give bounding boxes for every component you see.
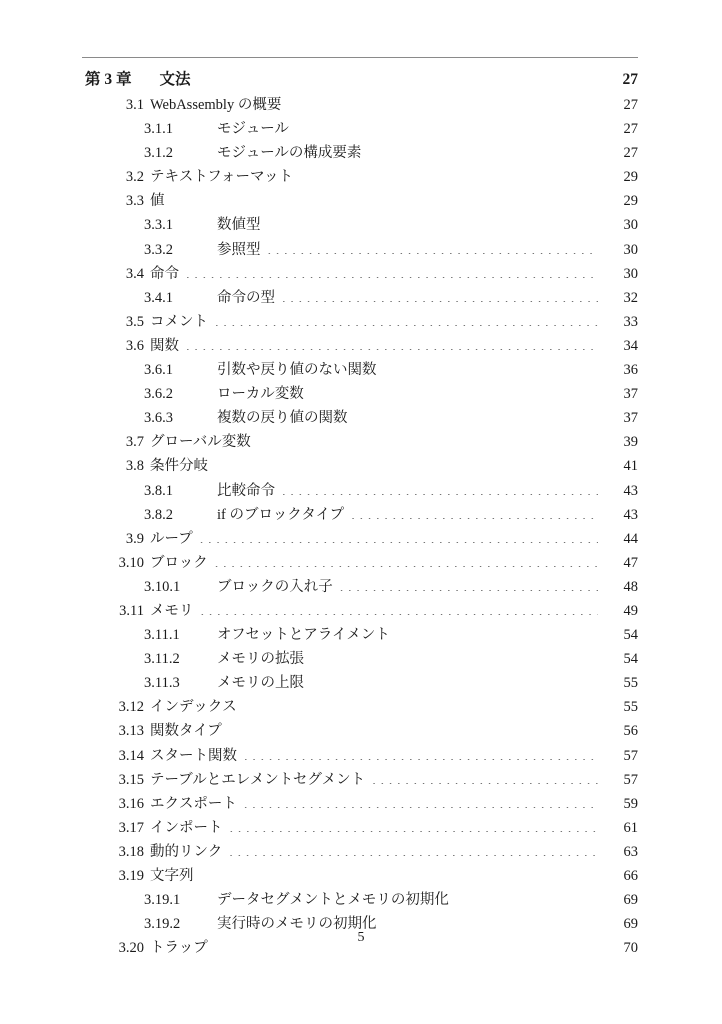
entry-title: インポート xyxy=(150,819,223,836)
toc-entry-3-13[interactable] xyxy=(82,719,638,743)
entry-number: 3.19.2 xyxy=(144,916,181,933)
toc-entry-3-6-3[interactable] xyxy=(82,406,638,430)
toc-entry-3-14[interactable] xyxy=(82,744,638,768)
dot-leader xyxy=(244,697,598,712)
dot-leader xyxy=(384,360,599,375)
entry-page-number: 27 xyxy=(623,145,638,162)
entry-page-number: 34 xyxy=(623,337,638,354)
entry-page-number: 69 xyxy=(623,916,638,933)
entry-title: テキストフォーマット xyxy=(150,169,293,186)
toc-entry-3-2[interactable] xyxy=(82,165,638,189)
entry-title: 文字列 xyxy=(150,868,194,884)
toc-entry-3-9[interactable] xyxy=(82,527,638,551)
entry-title: 動的リンク xyxy=(150,843,223,860)
toc-entry-3-10-1[interactable] xyxy=(82,575,638,599)
toc-entry-3-1-2[interactable] xyxy=(82,141,638,165)
entry-number: 3.9 xyxy=(125,530,144,547)
entry-number: 3.16 xyxy=(118,795,144,812)
entry-page-number: 33 xyxy=(623,313,638,330)
dot-leader xyxy=(355,408,599,423)
entry-page-number: 47 xyxy=(623,554,638,571)
entry-title: WebAssembly の概要 xyxy=(150,97,282,113)
entry-title: 参照型 xyxy=(217,241,261,258)
entry-number: 3.7 xyxy=(125,434,144,451)
entry-title: スタート関数 xyxy=(150,747,237,764)
entry-number: 3.13 xyxy=(118,723,144,740)
dot-leader xyxy=(282,480,598,495)
entry-title: 関数タイプ xyxy=(150,723,222,740)
dot-leader xyxy=(198,69,598,85)
entry-page-number: 37 xyxy=(623,386,638,403)
toc-entry-3-6-2[interactable] xyxy=(82,382,638,406)
entry-title: 関数 xyxy=(150,337,179,354)
entry-number: 3.11 xyxy=(119,602,144,619)
dot-leader xyxy=(282,287,598,302)
toc-entry-3-10[interactable] xyxy=(82,551,638,575)
dot-leader xyxy=(368,143,598,158)
entry-number: 3.3.2 xyxy=(144,241,173,258)
entry-page-number: 63 xyxy=(623,843,638,860)
entry-number: 3.11.1 xyxy=(144,627,180,644)
toc-chapter-row[interactable] xyxy=(82,66,638,93)
dot-leader xyxy=(215,311,598,326)
toc-entry-3-17[interactable] xyxy=(82,816,638,840)
entry-number: 3.1.2 xyxy=(144,145,173,162)
toc-entry-3-4-1[interactable] xyxy=(82,286,638,310)
entry-page-number: 44 xyxy=(623,530,638,547)
dot-leader xyxy=(258,432,598,447)
entry-page-number: 36 xyxy=(623,362,638,379)
dot-leader xyxy=(186,263,598,278)
entry-title: 数値型 xyxy=(217,217,261,234)
entry-number: 3.8.2 xyxy=(144,506,173,523)
toc-entry-3-19[interactable] xyxy=(82,864,638,888)
entry-number: 3.17 xyxy=(118,819,144,836)
entry-page-number: 27 xyxy=(623,97,638,113)
dot-leader xyxy=(397,625,598,640)
entry-number: 3.18 xyxy=(118,843,144,860)
entry-title: 比較命令 xyxy=(217,482,275,499)
toc-entry-list xyxy=(82,93,638,960)
toc-entry-3-15[interactable] xyxy=(82,768,638,792)
entry-title: 命令の型 xyxy=(217,289,275,306)
toc-entry-3-4[interactable] xyxy=(82,262,638,286)
dot-leader xyxy=(456,890,598,905)
entry-number: 3.2 xyxy=(125,169,144,186)
entry-page-number: 43 xyxy=(623,506,638,523)
entry-number: 3.19 xyxy=(118,868,144,884)
entry-page-number: 30 xyxy=(623,217,638,234)
entry-number: 3.11.2 xyxy=(144,651,180,668)
toc-entry-3-8[interactable] xyxy=(82,454,638,478)
entry-title: モジュール xyxy=(217,121,289,138)
entry-title: 条件分岐 xyxy=(150,458,208,475)
entry-number: 3.4.1 xyxy=(144,289,173,306)
entry-number: 3.3 xyxy=(125,193,144,210)
entry-number: 3.20 xyxy=(118,940,144,957)
dot-leader xyxy=(300,167,598,182)
dot-leader xyxy=(215,552,598,567)
entry-page-number: 56 xyxy=(623,723,638,740)
toc-entry-3-8-1[interactable] xyxy=(82,479,638,503)
entry-number: 3.3.1 xyxy=(144,217,173,234)
toc-entry-3-11-2[interactable] xyxy=(82,647,638,671)
entry-page-number: 70 xyxy=(623,940,638,957)
entry-number: 3.10.1 xyxy=(144,578,181,595)
dot-leader xyxy=(311,673,598,688)
entry-title: メモリの拡張 xyxy=(217,651,304,668)
entry-title: コメント xyxy=(150,313,208,330)
entry-title: if のブロックタイプ xyxy=(217,506,345,523)
entry-page-number: 27 xyxy=(623,121,638,138)
dot-leader xyxy=(268,215,599,230)
entry-page-number: 39 xyxy=(623,434,638,451)
toc-entry-3-12[interactable] xyxy=(82,695,638,719)
entry-number: 3.12 xyxy=(118,699,144,716)
entry-page-number: 61 xyxy=(623,819,638,836)
dot-leader xyxy=(311,649,598,664)
entry-page-number: 48 xyxy=(623,578,638,595)
toc-entry-3-11-3[interactable] xyxy=(82,671,638,695)
entry-number: 3.6.1 xyxy=(144,362,173,379)
entry-page-number: 43 xyxy=(623,482,638,499)
entry-title: ブロック xyxy=(150,554,208,571)
entry-number: 3.5 xyxy=(125,313,144,330)
dot-leader xyxy=(229,721,598,736)
entry-page-number: 66 xyxy=(623,868,638,884)
dot-leader xyxy=(372,769,598,784)
entry-number: 3.10 xyxy=(118,554,144,571)
header-rule xyxy=(82,57,638,58)
entry-number: 3.8.1 xyxy=(144,482,173,499)
entry-number: 3.4 xyxy=(125,265,144,282)
entry-page-number: 37 xyxy=(623,410,638,427)
entry-number: 3.19.1 xyxy=(144,892,181,909)
entry-page-number: 29 xyxy=(623,169,638,186)
entry-number: 3.1.1 xyxy=(144,121,173,138)
entry-title: ローカル変数 xyxy=(217,386,304,403)
entry-title: ブロックの入れ子 xyxy=(217,578,333,595)
dot-leader xyxy=(201,600,599,615)
toc-entry-3-11[interactable] xyxy=(82,599,638,623)
entry-title: 命令 xyxy=(150,265,179,282)
page-folio: 5 xyxy=(357,930,365,945)
dot-leader xyxy=(186,335,598,350)
entry-page-number: 55 xyxy=(623,699,638,716)
dot-leader xyxy=(288,95,598,110)
toc-entry-3-6-1[interactable] xyxy=(82,358,638,382)
entry-number: 3.6.2 xyxy=(144,386,173,403)
entry-number: 3.8 xyxy=(125,458,144,475)
entry-page-number: 30 xyxy=(623,241,638,258)
toc-entry-3-3[interactable] xyxy=(82,189,638,213)
entry-title: 実行時のメモリの初期化 xyxy=(217,916,377,933)
toc-entry-3-8-2[interactable] xyxy=(82,503,638,527)
toc-entry-3-19-1[interactable] xyxy=(82,888,638,912)
entry-page-number: 29 xyxy=(623,193,638,210)
entry-page-number: 59 xyxy=(623,795,638,812)
entry-number: 3.6.3 xyxy=(144,410,173,427)
entry-page-number: 57 xyxy=(623,771,638,788)
toc-entry-3-7[interactable] xyxy=(82,430,638,454)
entry-number: 3.11.3 xyxy=(144,675,180,692)
entry-title: エクスポート xyxy=(150,795,237,812)
toc-entry-3-11-1[interactable] xyxy=(82,623,638,647)
toc-entry-3-16[interactable] xyxy=(82,792,638,816)
dot-leader xyxy=(384,914,599,929)
entry-number: 3.14 xyxy=(118,747,144,764)
dot-leader xyxy=(311,384,598,399)
entry-page-number: 57 xyxy=(623,747,638,764)
dot-leader xyxy=(268,239,599,254)
toc-entry-3-3-1[interactable] xyxy=(82,213,638,237)
entry-page-number: 30 xyxy=(623,265,638,282)
entry-title: メモリの上限 xyxy=(217,675,304,692)
dot-leader xyxy=(229,841,598,856)
entry-title: メモリ xyxy=(150,602,194,619)
entry-number: 3.15 xyxy=(118,771,144,788)
dot-leader xyxy=(244,793,598,808)
entry-title: テーブルとエレメントセグメント xyxy=(150,771,366,788)
entry-page-number: 69 xyxy=(623,892,638,909)
dot-leader xyxy=(340,576,598,591)
toc-entry-3-18[interactable] xyxy=(82,840,638,864)
entry-page-number: 55 xyxy=(623,675,638,692)
chapter-title: 文法 xyxy=(159,71,191,88)
dot-leader xyxy=(244,745,598,760)
entry-title: データセグメントとメモリの初期化 xyxy=(217,892,449,909)
entry-title: トラップ xyxy=(150,940,208,957)
entry-page-number: 32 xyxy=(623,289,638,306)
entry-page-number: 54 xyxy=(623,651,638,668)
toc-entry-3-5[interactable] xyxy=(82,310,638,334)
entry-title: 引数や戻り値のない関数 xyxy=(217,362,377,379)
chapter-page-number: 27 xyxy=(622,71,638,88)
entry-title: 複数の戻り値の関数 xyxy=(217,410,348,427)
dot-leader xyxy=(230,817,599,832)
dot-leader xyxy=(172,191,599,206)
entry-title: モジュールの構成要素 xyxy=(217,145,362,162)
toc-entry-3-1-1[interactable] xyxy=(82,117,638,141)
entry-title: ループ xyxy=(150,530,193,547)
dot-leader xyxy=(296,119,598,134)
entry-title: グローバル変数 xyxy=(150,434,251,451)
toc-entry-3-1[interactable] xyxy=(82,93,638,117)
entry-number: 3.6 xyxy=(125,337,144,354)
entry-title: オフセットとアライメント xyxy=(217,627,390,644)
dot-leader xyxy=(351,504,598,519)
toc-entry-3-3-2[interactable] xyxy=(82,238,638,262)
entry-number: 3.1 xyxy=(125,97,144,113)
toc-entry-3-6[interactable] xyxy=(82,334,638,358)
entry-title: インデックス xyxy=(150,699,237,716)
entry-title: 値 xyxy=(150,193,165,210)
table-of-contents xyxy=(82,66,638,960)
dot-leader xyxy=(200,528,598,543)
dot-leader xyxy=(201,866,599,881)
entry-page-number: 54 xyxy=(623,627,638,644)
chapter-number: 第 3 章 xyxy=(85,71,132,88)
entry-page-number: 49 xyxy=(623,602,638,619)
dot-leader xyxy=(215,456,598,471)
entry-page-number: 41 xyxy=(623,458,638,475)
